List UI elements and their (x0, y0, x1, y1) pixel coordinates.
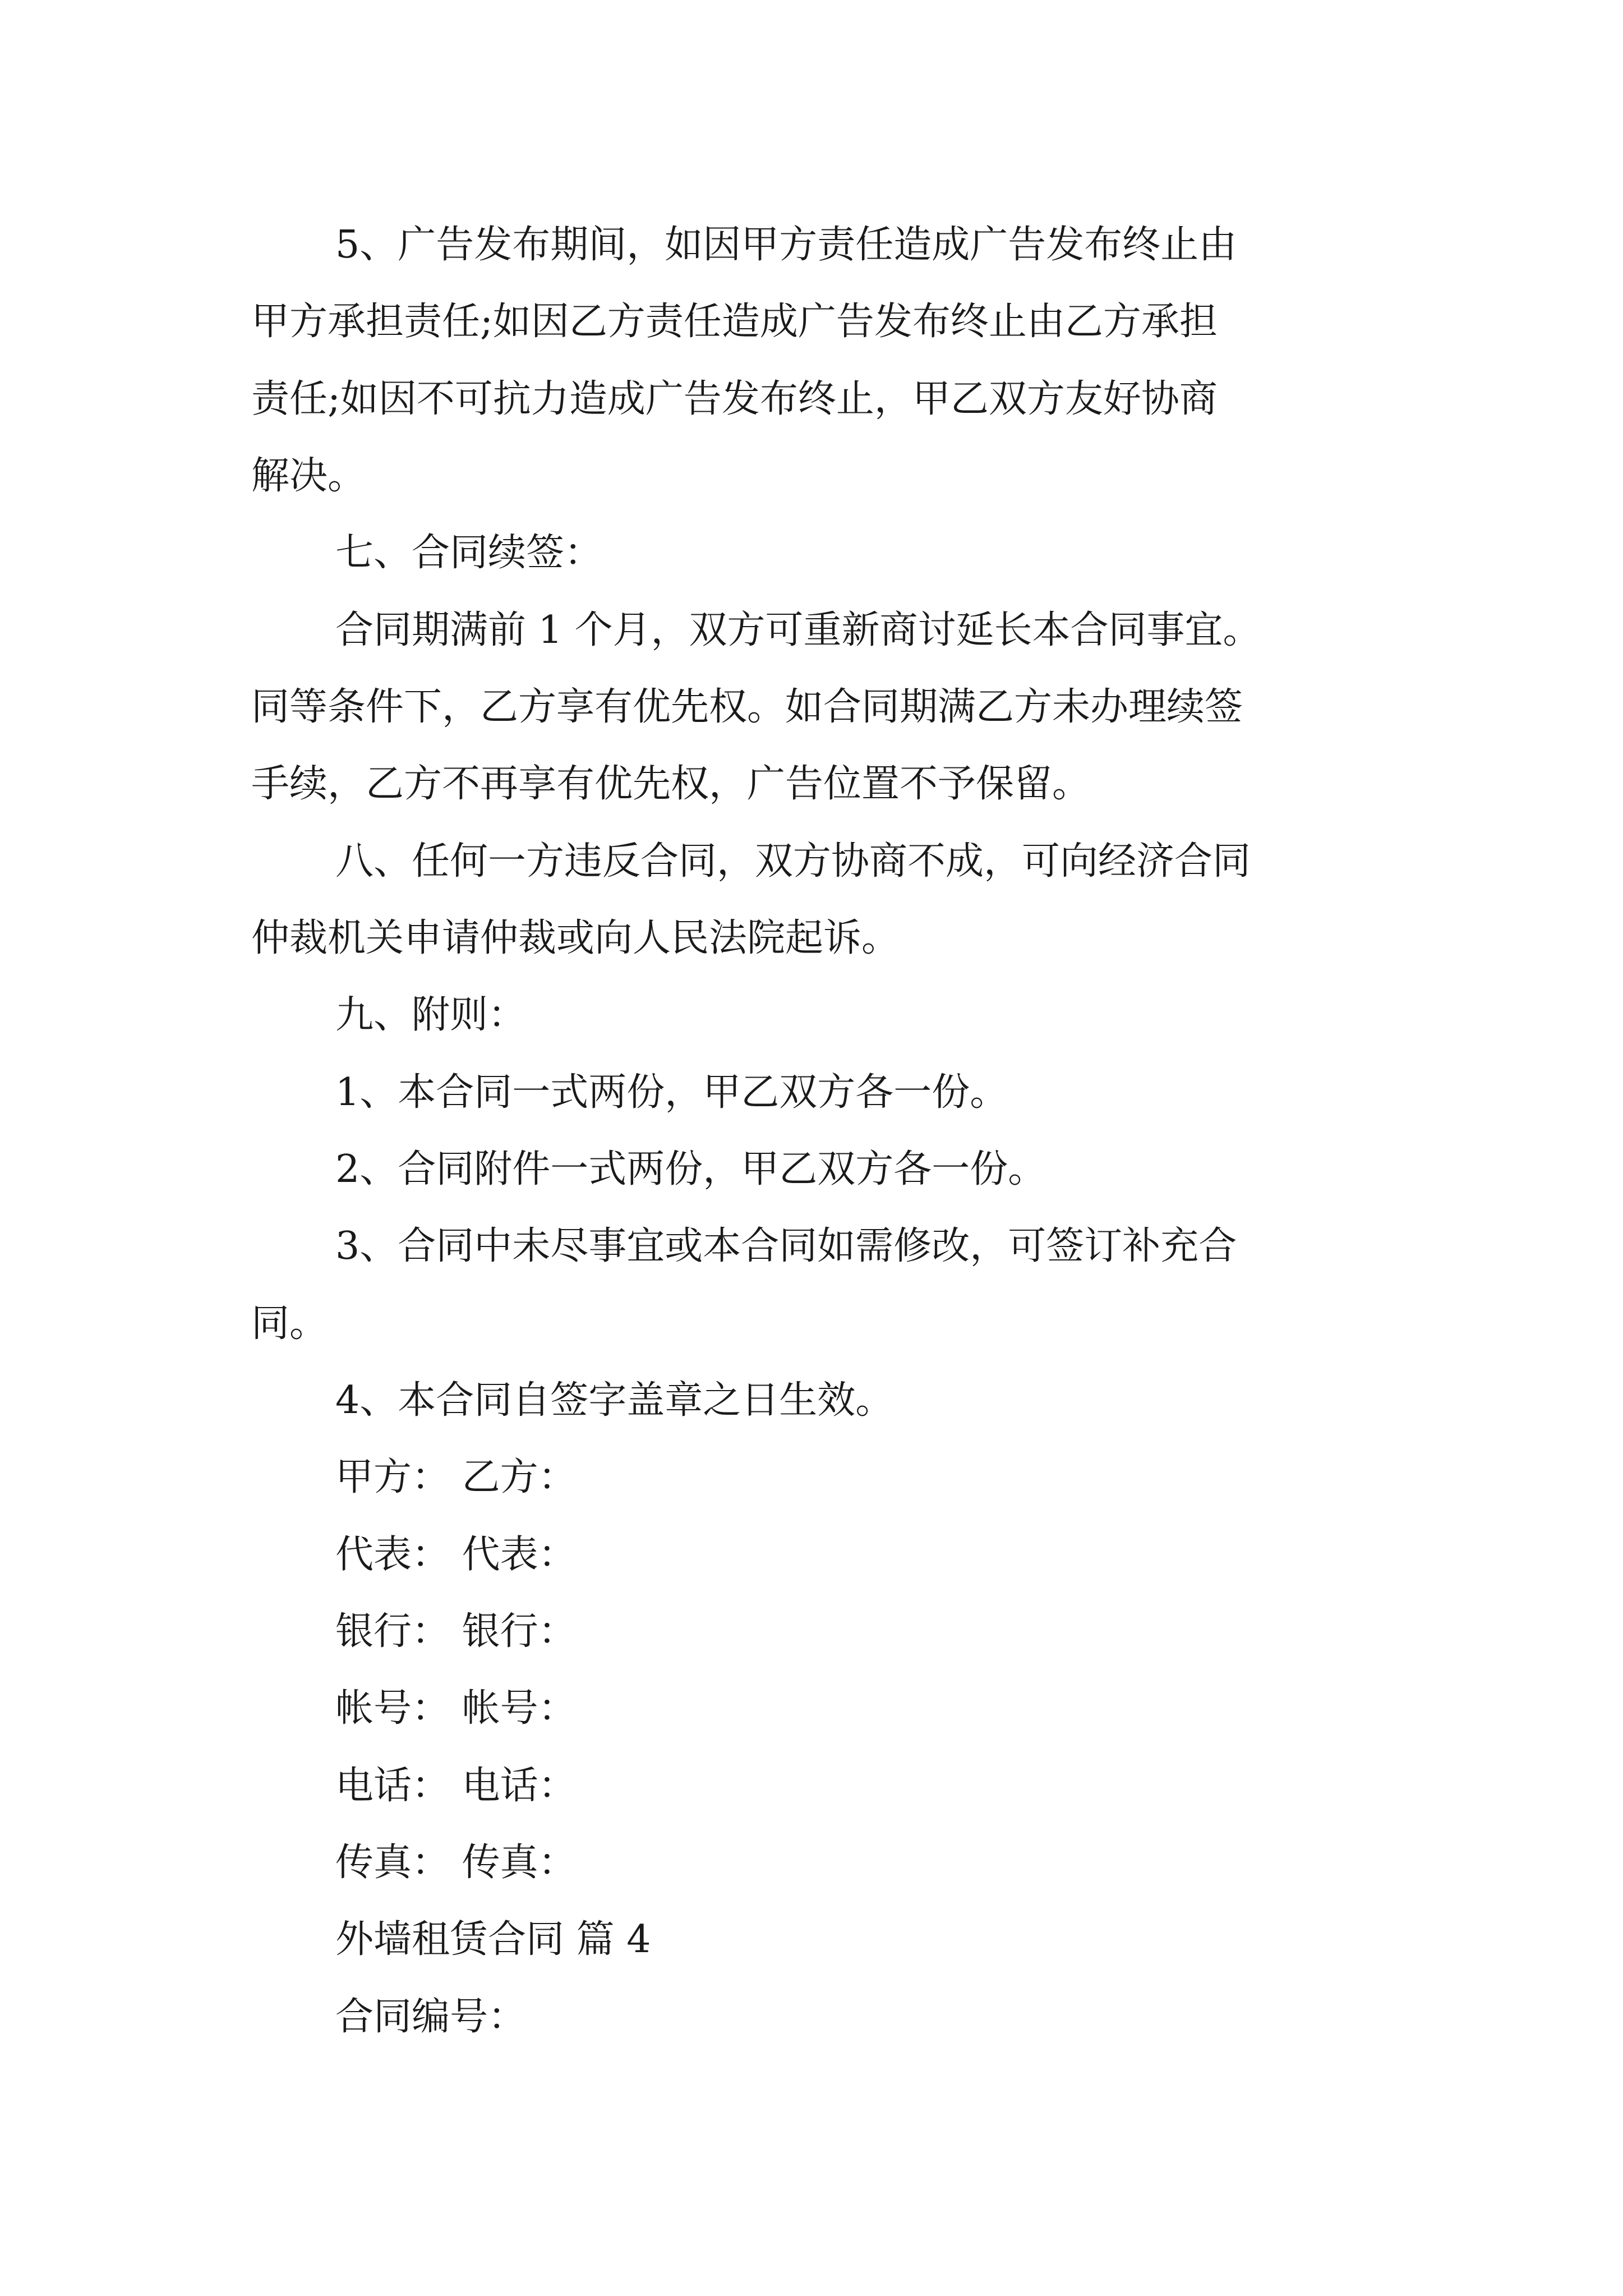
section-9-heading: 九、附则： (335, 993, 527, 1037)
clause-5-line-1: 5、广告发布期间，如因甲方责任造成广告发布终止由 (335, 223, 1237, 267)
section-7-line-1: 合同期满前 1 个月，双方可重新商讨延长本合同事宜。 (335, 608, 1261, 652)
signature-representative-row: 代表： 代表： (335, 1533, 577, 1577)
signature-party-row: 甲方： 乙方： (335, 1455, 577, 1499)
section-7-line-3: 手续，乙方不再享有优先权，广告位置不予保留。 (251, 762, 1091, 806)
clause-5-line-4: 解决。 (251, 454, 366, 498)
signature-account-row: 帐号： 帐号： (335, 1686, 577, 1731)
clause-5-line-2: 甲方承担责任;如因乙方责任造成广告发布终止由乙方承担 (251, 300, 1218, 344)
section-9-item-2: 2、合同附件一式两份，甲乙双方各一份。 (335, 1147, 1046, 1191)
clause-5-line-3: 责任;如因不可抗力造成广告发布终止，甲乙双方友好协商 (251, 377, 1218, 421)
section-8-line-1: 八、任何一方违反合同，双方协商不成，可向经济合同 (335, 839, 1251, 884)
section-8-line-2: 仲裁机关申请仲裁或向人民法院起诉。 (251, 916, 900, 960)
signature-phone-row: 电话： 电话： (335, 1764, 577, 1808)
contract-number-label: 合同编号： (335, 1995, 527, 2039)
section-7-heading: 七、合同续签： (335, 531, 603, 575)
section-9-item-1: 1、本合同一式两份，甲乙双方各一份。 (335, 1070, 1008, 1115)
next-contract-title: 外墙租赁合同 篇 4 (335, 1917, 651, 1962)
section-9-item-3-line-2: 同。 (251, 1301, 328, 1346)
signature-fax-row: 传真： 传真： (335, 1841, 577, 1885)
signature-bank-row: 银行： 银行： (335, 1609, 577, 1654)
section-9-item-4: 4、本合同自签字盖章之日生效。 (335, 1378, 894, 1423)
section-9-item-3-line-1: 3、合同中未尽事宜或本合同如需修改，可签订补充合 (335, 1224, 1237, 1268)
section-7-line-2: 同等条件下，乙方享有优先权。如合同期满乙方未办理续签 (251, 685, 1243, 729)
